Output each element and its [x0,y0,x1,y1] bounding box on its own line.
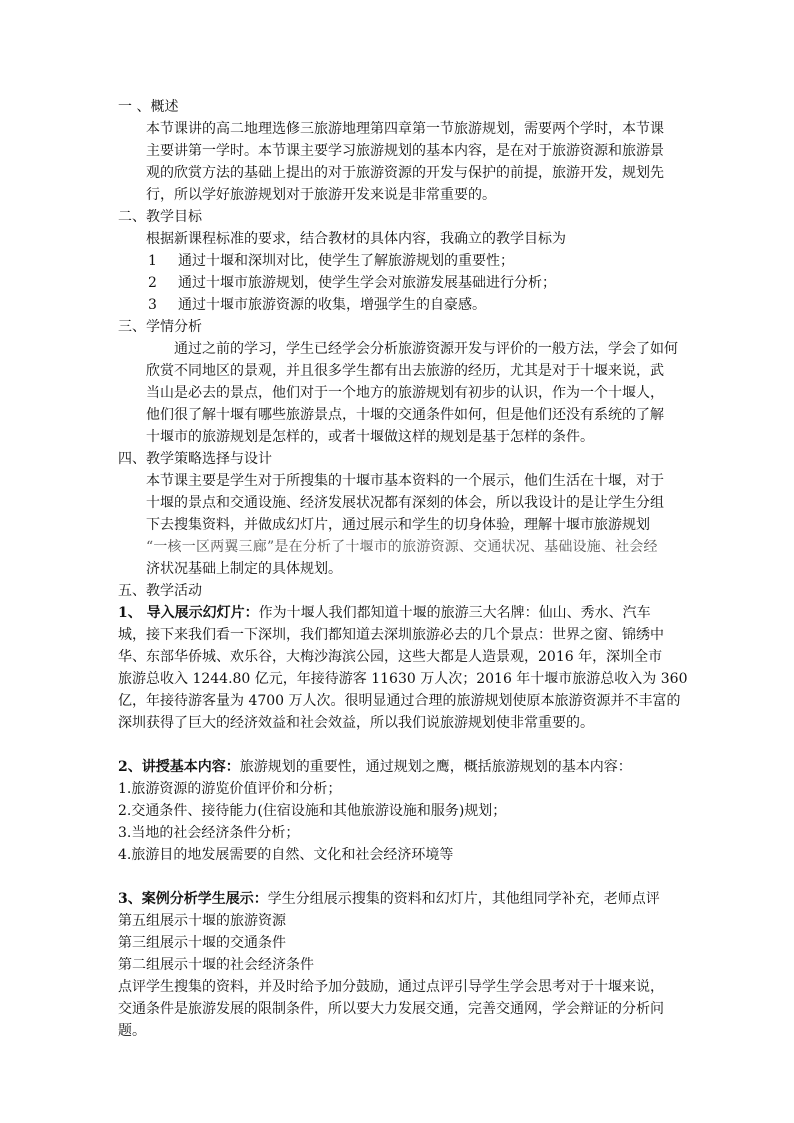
paragraph-line: 行，所以学好旅游规划对于旅游开发来说是非常重要的。 [146,187,496,203]
paragraph-line: 亿，年接待游客量为 4700 万人次。很明显通过合理的旅游规划使原本旅游资源并不丰富的 [118,693,681,709]
paragraph-line: 题。 [118,1023,146,1039]
activity-1-label: 1、 导入展示幻灯片： [118,605,259,621]
section-heading-learner-analysis: 三、学情分析 [118,319,202,335]
list-item: 3.当地的社会经济条件分析； [118,825,300,841]
goals-intro: 根据新课程标准的要求，结合教材的具体内容，我确立的教学目标为 [146,231,566,247]
goal-text: 通过十堰和深圳对比，使学生了解旅游规划的重要性； [178,253,514,269]
section-heading-goals: 二、教学目标 [118,209,202,225]
paragraph-line: 下去搜集资料，并做成幻灯片，通过展示和学生的切身体验，理解十堰市旅游规划 [146,517,650,533]
activity-1-line [118,602,651,624]
paragraph-line: 旅游总收入 1244.80 亿元，年接待游客 11630 万人次；2016 年十堰市旅游总收入为 360 [118,671,688,687]
paragraph-line: 城，接下来我们看一下深圳，我们都知道去深圳旅游必去的几个景点：世界之窗、锦绣中 [118,627,664,643]
paragraph-line: 本节课讲的高二地理选修三旅游地理第四章第一节旅游规划，需要两个学时，本节课 [146,121,664,137]
activity-2-text: 旅游规划的重要性，通过规划之鹰，概括旅游规划的基本内容： [239,759,632,775]
activity-2-line [118,756,632,778]
goal-number: 2 [148,275,157,291]
paragraph-line: 主要讲第一学时。本节课主要学习旅游规划的基本内容，是在对于旅游资源和旅游景 [146,143,664,159]
list-item: 4.旅游目的地发展需要的自然、文化和社会经济环境等 [118,847,454,863]
section-heading-strategy: 四、教学策略选择与设计 [118,451,272,467]
group-item: 第五组展示十堰的旅游资源 [118,913,286,929]
paragraph-line: 济状况基础上制定的具体规划。 [146,561,342,577]
paragraph-line: 点评学生搜集的资料，并及时给予加分鼓励，通过点评引导学生学会思考对于十堰来说， [118,979,664,995]
paragraph-line: 观的欣赏方法的基础上提出的对于旅游资源的开发与保护的前提，旅游开发，规划先 [146,165,664,181]
list-item: 1.旅游资源的游览价值评价和分析； [118,781,342,797]
paragraph-line: 他们很了解十堰有哪些旅游景点，十堰的交通条件如何，但是他们还没有系统的了解 [146,407,664,423]
paragraph-line: 通过之前的学习，学生已经学会分析旅游资源开发与评价的一般方法，学会了如何 [174,341,678,357]
activity-2-label: 2、讲授基本内容： [118,759,240,775]
paragraph-line: 当山是必去的景点，他们对于一个地方的旅游规划有初步的认识，作为一个十堰人， [146,385,664,401]
goal-number: 3 [148,297,157,313]
paragraph-line: 本节课主要是学生对于所搜集的十堰市基本资料的一个展示，他们生活在十堰，对于 [146,473,664,489]
paragraph-line: “一核一区两翼三廊”是在分析了十堰市的旅游资源、交通状况、基础设施、社会经 [146,539,658,555]
paragraph-line: 华、东部华侨城、欢乐谷，大梅沙海滨公园，这些大都是人造景观，2016 年，深圳全市 [118,649,663,665]
paragraph-line: 十堰市的旅游规划是怎样的，或者十堰做这样的规划是基于怎样的条件。 [146,429,594,445]
goal-number: 1 [148,253,157,269]
section-heading-overview: 一 、概述 [118,99,179,115]
activity-1-text: 作为十堰人我们都知道十堰的旅游三大名牌：仙山、秀水、汽车 [258,605,651,621]
section-heading-activities: 五、教学活动 [118,583,202,599]
activity-3-text: 学生分组展示搜集的资料和幻灯片，其他组同学补充，老师点评 [267,891,660,907]
paragraph-line: 十堰的景点和交通设施、经济发展状况都有深刻的体会，所以我设计的是让学生分组 [146,495,664,511]
group-item: 第二组展示十堰的社会经济条件 [118,957,314,973]
paragraph-line: 交通条件是旅游发展的限制条件，所以要大力发展交通，完善交通网，学会辩证的分析问 [118,1001,664,1017]
list-item: 2.交通条件、接待能力(住宿设施和其他旅游设施和服务)规划； [118,803,507,819]
goal-text: 通过十堰市旅游规划，使学生学会对旅游发展基础进行分析； [178,275,556,291]
paragraph-line: 欣赏不同地区的景观，并且很多学生都有出去旅游的经历，尤其是对于十堰来说，武 [146,363,664,379]
paragraph-line: 深圳获得了巨大的经济效益和社会效益，所以我们说旅游规划使非常重要的。 [118,715,594,731]
goal-text: 通过十堰市旅游资源的收集，增强学生的自豪感。 [178,297,486,313]
activity-3-line [118,888,660,910]
activity-3-label: 3、案例分析学生展示： [118,891,268,907]
group-item: 第三组展示十堰的交通条件 [118,935,286,951]
